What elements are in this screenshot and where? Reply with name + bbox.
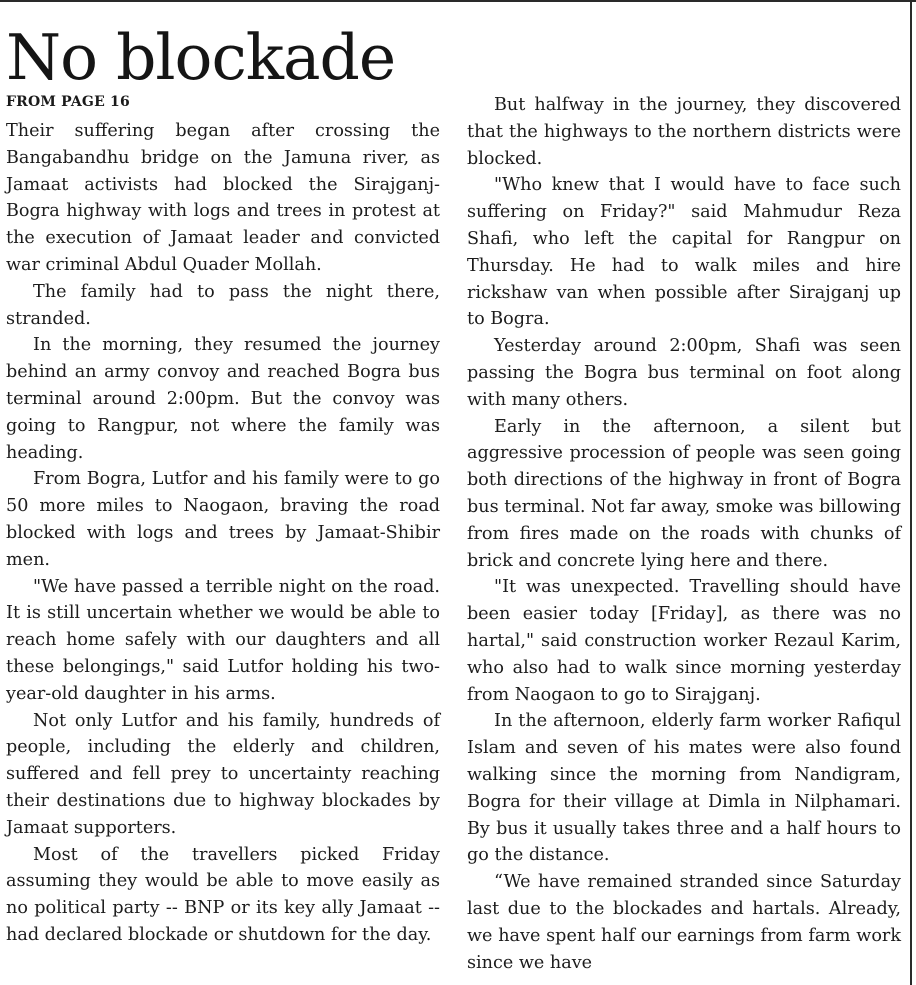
left-column [6,118,440,949]
paragraph: Early in the afternoon, a silent but aggressive procession of people was seen going both directions of the highway in front of Bogra bus terminal. Not far away, smoke was billowing from fires made on the roads with chunks of brick and concrete lying here and there. [467,416,901,571]
paragraph: Most of the travellers picked Friday assuming they would be able to move easily as no political party -- BNP or its key ally Jamaat -- had declared blockade or shutdown for the day. [6,844,440,945]
right-rule [910,0,912,985]
paragraph: Yesterday around 2:00pm, Shafi was seen passing the Bogra bus terminal on foot along with many others. [467,336,901,410]
paragraph: "We have passed a terrible night on the road. It is still uncertain whether we would be able to reach home safely with our daughters and all these belongings," said Lutfor holding his two-year-old daughter in his arms. [6,576,440,704]
paragraph: “We have remained stranded since Saturday last due to the blockades and hartals. Already, we have spent half our earnings from farm work since we have [467,872,901,973]
paragraph: In the afternoon, elderly farm worker Rafiqul Islam and seven of his mates were also found walking since the morning from Nandigram, Bogra for their village at Dimla in Nilphamari. By bus it usually takes three and a half hours to go the distance. [467,711,901,866]
paragraph: "Who knew that I would have to face such suffering on Friday?" said Mahmudur Reza Shafi, who left the capital for Rangpur on Thursday. He had to walk miles and hire rickshaw van when possible after Sirajganj up to Bogra. [467,175,901,330]
paragraph: In the morning, they resumed the journey behind an army convoy and reached Bogra bus terminal around 2:00pm. But the convoy was going to Rangpur, not where the family was heading. [6,335,440,463]
paragraph: Not only Lutfor and his family, hundreds of people, including the elderly and children, suffered and fell prey to uncertainty reaching their destinations due to highway blockades by Jamaat supporters. [6,710,440,838]
paragraph: From Bogra, Lutfor and his family were to go 50 more miles to Naogaon, braving the road blocked with logs and trees by Jamaat-Shibir men. [6,469,440,570]
top-rule [0,0,916,2]
headline: No blockade [6,21,396,94]
paragraph: Their suffering began after crossing the Bangabandhu bridge on the Jamuna river, as Jamaat activists had blocked the Sirajganj-Bogra highway with logs and trees in protest at the execution of Jamaat leader and convicted war criminal Abdul Quader Mollah. [6,121,440,275]
continued-from-label: FROM PAGE 16 [6,94,130,110]
paragraph: The family had to pass the night there, stranded. [6,281,440,329]
paragraph: "It was unexpected. Travelling should have been easier today [Friday], as there was no hartal," said construction worker Rezaul Karim, who also had to walk since morning yesterday from Naogaon to go to Sirajganj. [467,577,901,705]
right-column [467,92,901,976]
paragraph: But halfway in the journey, they discovered that the highways to the northern districts were blocked. [467,95,901,169]
